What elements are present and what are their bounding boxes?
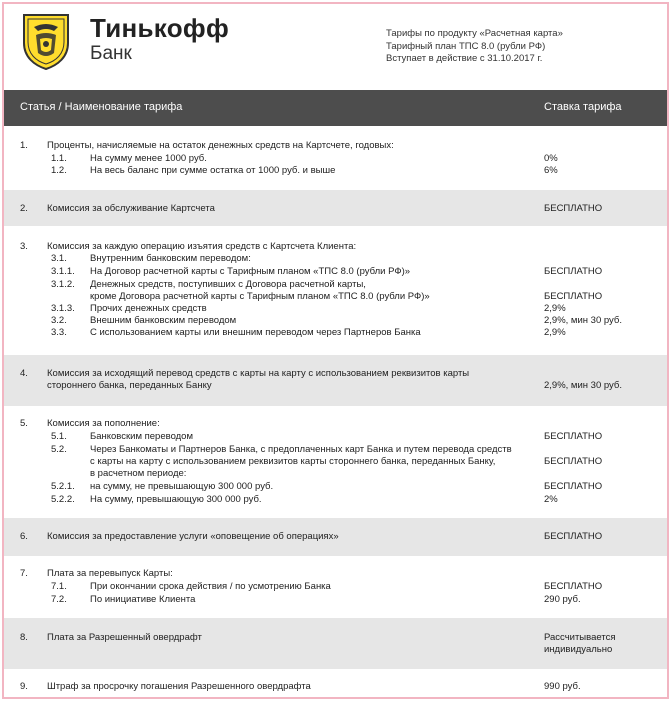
item-text: На сумму, превышающую 300 000 руб. [90,494,262,505]
brand-subtitle: Банк [90,43,132,64]
section-number: 1. [20,140,28,151]
item-rate: 2,9%, мин 30 руб. [544,315,622,326]
section-rate: 990 руб. [544,681,581,692]
section-title: Комиссия за пополнение: [47,418,160,429]
item-rate: 6% [544,165,558,176]
section-number: 6. [20,531,28,542]
section-number: 8. [20,632,28,643]
item-number: 5.2. [51,444,67,455]
item-text: На весь баланс при сумме остатка от 1000 руб. и выше [90,165,336,176]
item-number: 1.2. [51,165,67,176]
section-title: Проценты, начисляемые на остаток денежных средств на Картсчете, годовых: [47,140,394,151]
section-title: Комиссия за каждую операцию изъятия средств с Картсчета Клиента: [47,241,357,252]
column-header-article: Статья / Наименование тарифа [20,101,183,113]
tariff-section-2 [4,190,667,226]
brand-name: Тинькофф [90,13,230,43]
section-number: 9. [20,681,28,692]
section-number: 4. [20,368,28,379]
section-number: 2. [20,203,28,214]
section-title: Комиссия за предоставление услуги «оповещение об операциях» [47,531,339,542]
item-number: 3.1.3. [51,303,75,314]
item-text: По инициативе Клиента [90,594,196,605]
item-rate: БЕСПЛАТНО [544,266,603,277]
item-text: Банковским переводом [90,431,194,442]
item-number: 1.1. [51,153,67,164]
column-header-rate: Ставка тарифа [544,101,622,113]
item-number: 3.1.2. [51,279,75,290]
item-text: Прочих денежных средств [90,303,207,314]
item-rate: БЕСПЛАТНО [544,431,603,442]
item-number: 3.3. [51,327,67,338]
brand-block [90,13,229,65]
item-text: в расчетном периоде: [90,468,187,479]
section-rate: 2,9%, мин 30 руб. [544,380,622,391]
item-number: 3.2. [51,315,67,326]
item-number: 7.1. [51,581,67,592]
item-text: кроме Договора расчетной карты с Тарифным планом «ТПС 8.0 (рубли РФ)» [90,291,430,302]
meta-product: Тарифы по продукту «Расчетная карта» [386,28,563,39]
section-title: Комиссия за исходящий перевод средств с карты на карту с использованием реквизитов карты [47,368,470,379]
tariff-section-7 [4,556,667,618]
section-title-line2: стороннего банка, переданных Банку [47,380,212,391]
section-title: Комиссия за обслуживание Картсчета [47,203,215,214]
section-number: 7. [20,568,28,579]
meta-effective-date: Вступает в действие с 31.10.2017 г. [386,53,543,64]
tinkoff-shield-logo-icon [14,9,78,73]
item-rate: БЕСПЛАТНО [544,456,603,467]
section-rate: Рассчитывается [544,632,616,643]
section-rate: БЕСПЛАТНО [544,531,603,542]
item-text: На Договор расчетной карты с Тарифным планом «ТПС 8.0 (рубли РФ)» [90,266,411,277]
item-text: на сумму, не превышающую 300 000 руб. [90,481,274,492]
item-text: Через Банкоматы и Партнеров Банка, с предоплаченных карт Банка и путем перевода средств [90,444,512,455]
item-number: 5.2.1. [51,481,75,492]
item-text: С использованием карты или внешним переводом через Партнеров Банка [90,327,421,338]
item-rate: БЕСПЛАТНО [544,581,603,592]
item-rate: 2,9% [544,327,566,338]
document-header [4,4,667,90]
tariff-section-5 [4,406,667,518]
item-text: Внешним банковским переводом [90,315,237,326]
tariff-meta [386,28,563,66]
table-header [4,90,667,126]
section-title: Плата за Разрешенный овердрафт [47,632,202,643]
item-rate: 0% [544,153,558,164]
item-rate: БЕСПЛАТНО [544,291,603,302]
tariff-section-8 [4,618,667,669]
item-text: Денежных средств, поступивших с Договора расчетной карты, [90,279,366,290]
tariff-section-6 [4,518,667,556]
item-rate: 2% [544,494,558,505]
tariff-section-9 [4,669,667,699]
item-number: 3.1. [51,253,67,264]
item-rate: БЕСПЛАТНО [544,481,603,492]
item-rate: 290 руб. [544,594,581,605]
section-number: 3. [20,241,28,252]
section-number: 5. [20,418,28,429]
item-rate: 2,9% [544,303,566,314]
item-text: На сумму менее 1000 руб. [90,153,207,164]
tariff-section-3 [4,226,667,355]
section-title: Плата за перевыпуск Карты: [47,568,173,579]
tariff-document [2,2,669,699]
item-number: 3.1.1. [51,266,75,277]
tariff-section-1 [4,126,667,190]
item-number: 5.1. [51,431,67,442]
item-number: 7.2. [51,594,67,605]
section-rate-line2: индивидуально [544,644,613,655]
item-text: При окончании срока действия / по усмотрению Банка [90,581,331,592]
item-text: с карты на карту с использованием реквизитов карты стороннего банка, переданных Банку, [90,456,496,467]
tariff-section-4 [4,355,667,406]
item-number: 5.2.2. [51,494,75,505]
section-rate: БЕСПЛАТНО [544,203,603,214]
meta-plan: Тарифный план ТПС 8.0 (рубли РФ) [386,40,546,52]
item-text: Внутренним банковским переводом: [90,253,251,264]
section-title: Штраф за просрочку погашения Разрешенного овердрафта [47,681,311,692]
